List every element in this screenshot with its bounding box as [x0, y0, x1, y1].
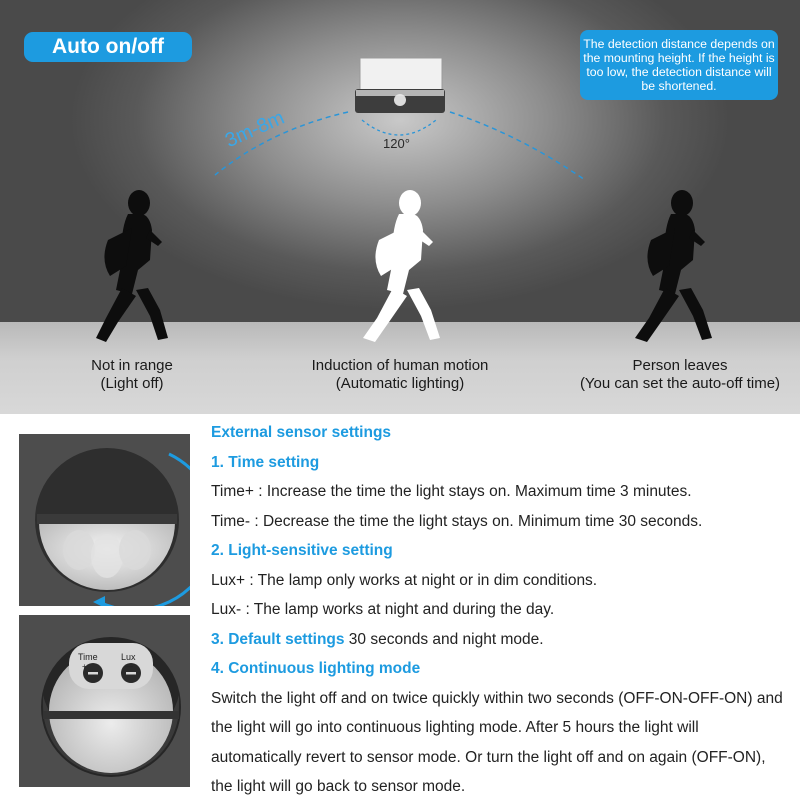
time-minus-text: Time- : Decrease the time the light stays on. Minimum time 30 seconds.: [211, 512, 703, 530]
scene-title: Induction of human motion: [311, 357, 489, 374]
scene-title: Not in range: [91, 357, 173, 374]
angle-arc: [362, 120, 436, 135]
knob-time-label: Time: [78, 652, 98, 662]
time-plus-text: Time+ : Increase the time the light stays on. Maximum time 3 minutes.: [211, 483, 692, 500]
scene-caption-induction: [290, 357, 510, 393]
angle-label: 120°: [383, 136, 410, 151]
scene-subtitle: (Light off): [100, 375, 164, 392]
knob-lux-sign: —: [125, 662, 133, 671]
scene-subtitle: (You can set the auto-off time): [579, 375, 781, 392]
scene-title: Person leaves: [632, 357, 728, 374]
knob-lux-label: Lux: [121, 652, 136, 662]
cone-right-line: [450, 112, 585, 180]
auto-onoff-badge: Auto on/off: [24, 32, 192, 62]
sensor-photo-knobs: [19, 615, 190, 787]
continuous-mode-heading: 4. Continuous lighting mode: [211, 660, 421, 677]
pir-sensor-knobs-icon: [19, 615, 190, 787]
detection-note: The detection distance depends on the mounting height. If the height is too low, the detection distance will be shortened.: [580, 30, 778, 100]
default-settings-text: 30 seconds and night mode.: [344, 630, 544, 648]
wall-lamp-icon: [355, 58, 445, 113]
lux-plus-text: Lux+ : The lamp only works at night or in dim conditions.: [211, 571, 598, 589]
default-settings-heading: 3. Default settings: [211, 630, 345, 648]
settings-heading: External sensor settings: [211, 424, 392, 441]
default-settings-line: [211, 625, 791, 655]
knob-time-sign: +: [82, 662, 87, 671]
person-silhouette-center: [363, 190, 440, 342]
range-label: 3m-8m: [222, 106, 288, 153]
scene-caption-not-in-range: [40, 357, 224, 393]
scene-subtitle: (Automatic lighting): [335, 375, 465, 392]
scene-caption-person-leaves: [560, 357, 800, 393]
lux-minus-text: Lux- : The lamp works at night and during the day.: [211, 601, 555, 618]
time-setting-heading: 1. Time setting: [211, 453, 320, 471]
person-silhouette-left: [96, 190, 168, 342]
person-silhouette-right: [635, 190, 712, 342]
continuous-mode-text: Switch the light off and on twice quickly within two seconds (OFF-ON-OFF-ON) and the light will go into continuous lighting mode. After 5 hours the light will automatically revert to sensor mode. Or turn the light off and on again (OFF-ON), the light will go back to sensor mode.: [211, 689, 783, 795]
pir-sensor-icon: [19, 434, 190, 606]
sensor-photo-rotated: [19, 434, 190, 606]
light-sensitive-heading: 2. Light-sensitive setting: [211, 542, 393, 559]
sensor-settings-text: [211, 418, 791, 802]
